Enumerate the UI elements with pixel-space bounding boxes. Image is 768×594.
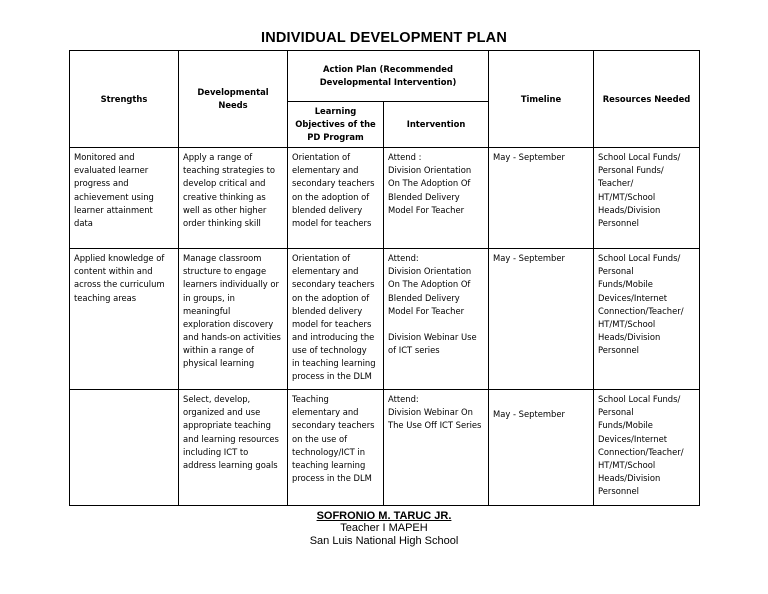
header-strengths: Strengths	[70, 51, 179, 148]
header-action-plan: Action Plan (Recommended Developmental Intervention)	[288, 51, 489, 102]
cell-strengths: Applied knowledge of content within and across the curriculum teaching areas	[70, 249, 179, 390]
signatory-position: Teacher I MAPEH	[340, 522, 428, 534]
cell-resources: School Local Funds/ Personal Funds/Mobile Devices/Internet Connection/Teacher/ HT/MT/School Heads/Division Personnel	[594, 390, 700, 506]
cell-developmental-needs: Apply a range of teaching strategies to develop critical and creative thinking as well as other higher order thinking skill	[179, 148, 288, 249]
cell-learning-objectives: Orientation of elementary and secondary teachers on the adoption of blended delivery model for teachers and introducing the use of technology in teaching learning process in the DLM	[288, 249, 384, 390]
signatory-school: San Luis National High School	[309, 535, 459, 547]
header-developmental-needs: Developmental Needs	[179, 51, 288, 148]
cell-resources: School Local Funds/ Personal Funds/ Teacher/ HT/MT/School Heads/Division Personnel	[594, 148, 700, 249]
cell-resources: School Local Funds/ Personal Funds/Mobile Devices/Internet Connection/Teacher/ HT/MT/School Heads/Division Personnel	[594, 249, 700, 390]
header-row	[70, 51, 700, 102]
header-learning-objectives: Learning Objectives of the PD Program	[288, 102, 384, 148]
table-row	[70, 249, 700, 390]
table-row	[70, 390, 700, 506]
cell-intervention: Attend : Division Orientation On The Adoption Of Blended Delivery Model For Teacher	[384, 148, 489, 249]
cell-learning-objectives: Orientation of elementary and secondary teachers on the adoption of blended delivery model for teachers	[288, 148, 384, 249]
cell-intervention: Attend: Division Orientation On The Adoption Of Blended Delivery Model For Teacher Division Webinar Use of ICT series	[384, 249, 489, 390]
cell-strengths	[70, 390, 179, 506]
header-resources-needed: Resources Needed	[594, 51, 700, 148]
header-intervention: Intervention	[384, 102, 489, 148]
cell-developmental-needs: Manage classroom structure to engage learners individually or in groups, in meaningful exploration discovery and hands-on activities within a range of physical learning	[179, 249, 288, 390]
header-timeline: Timeline	[489, 51, 594, 148]
page-title: INDIVIDUAL DEVELOPMENT PLAN	[260, 30, 507, 46]
cell-timeline: May - September	[489, 148, 594, 249]
cell-developmental-needs: Select, develop, organized and use appropriate teaching and learning resources including ICT to address learning goals	[179, 390, 288, 506]
signatory-name: SOFRONIO M. TARUC JR.	[316, 510, 452, 522]
cell-intervention: Attend: Division Webinar On The Use Off ICT Series	[384, 390, 489, 506]
cell-learning-objectives: Teaching elementary and secondary teachers on the use of technology/ICT in teaching learning process in the DLM	[288, 390, 384, 506]
idp-table	[69, 50, 700, 506]
cell-timeline: May - September	[489, 390, 594, 506]
cell-timeline: May - September	[489, 249, 594, 390]
table-row	[70, 148, 700, 249]
cell-strengths: Monitored and evaluated learner progress and achievement using learner attainment data	[70, 148, 179, 249]
